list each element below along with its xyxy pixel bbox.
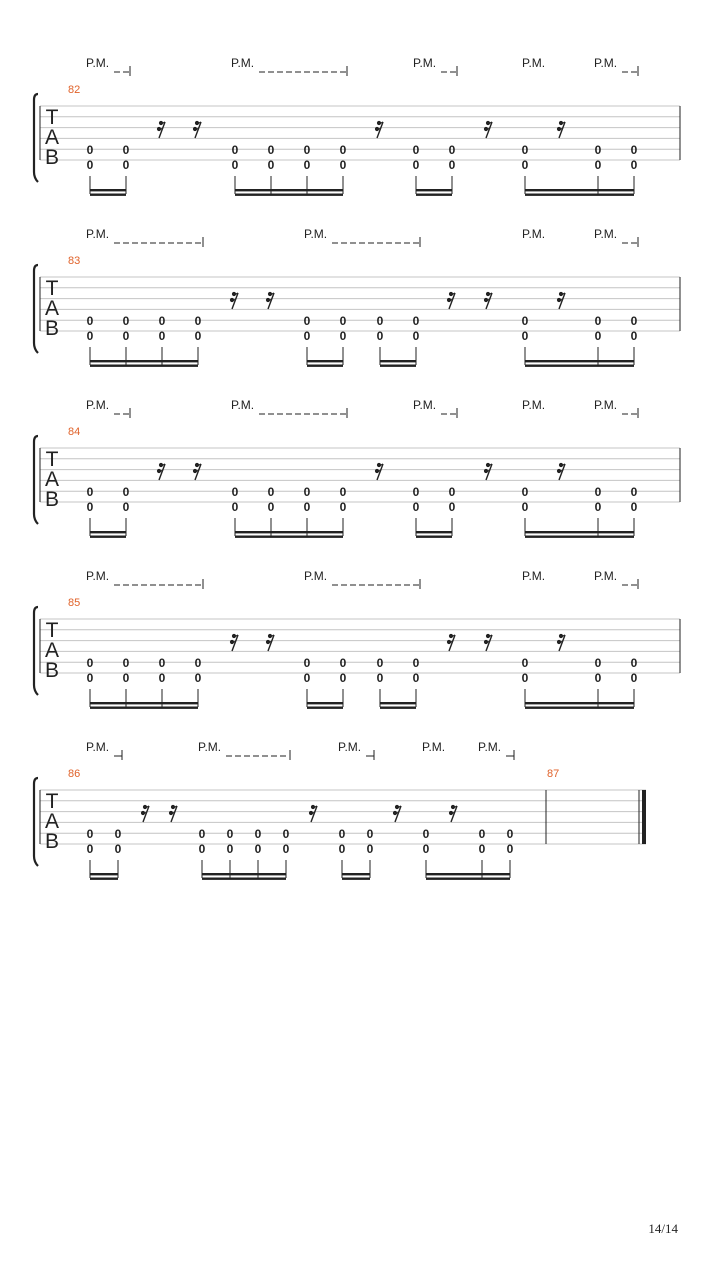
fret-number: 0 [521, 656, 529, 670]
palm-mute-label: P.M. [522, 56, 546, 70]
fret-number: 0 [122, 143, 130, 157]
fret-number: 0 [303, 485, 311, 499]
fret-number: 0 [412, 485, 420, 499]
tab-system-84 [34, 398, 680, 538]
fret-number: 0 [412, 143, 420, 157]
beam [525, 189, 634, 191]
fret-number: 0 [630, 485, 638, 499]
system-bracket [34, 607, 38, 695]
beam [307, 360, 343, 362]
fret-number: 0 [376, 314, 384, 328]
tab-system-82 [34, 56, 680, 196]
fret-number: 0 [448, 158, 456, 172]
fret-number: 0 [338, 842, 346, 856]
tab-system-85 [34, 569, 680, 709]
tab-clef-letter: A [44, 126, 60, 149]
beam [416, 194, 452, 196]
fret-number: 0 [412, 671, 420, 685]
tab-clef-letter: B [44, 830, 60, 853]
sixteenth-rest [375, 463, 383, 480]
measure-number: 83 [68, 255, 81, 267]
tab-clef-letter: A [44, 297, 60, 320]
sixteenth-rest [557, 634, 565, 651]
fret-number: 0 [194, 671, 202, 685]
sixteenth-rest [484, 121, 492, 138]
fret-number: 0 [339, 329, 347, 343]
measure-number: 84 [68, 426, 81, 438]
fret-number: 0 [158, 314, 166, 328]
fret-number: 0 [194, 656, 202, 670]
fret-number: 0 [506, 827, 514, 841]
sixteenth-rest [557, 292, 565, 309]
fret-number: 0 [86, 143, 94, 157]
final-barline-thick [642, 790, 646, 844]
fret-number: 0 [521, 671, 529, 685]
fret-number: 0 [122, 671, 130, 685]
fret-number: 0 [521, 500, 529, 514]
beam [525, 707, 634, 709]
fret-number: 0 [303, 158, 311, 172]
sixteenth-rest [375, 121, 383, 138]
measure-number: 87 [547, 768, 560, 780]
fret-number: 0 [630, 314, 638, 328]
palm-mute-label: P.M. [594, 227, 618, 241]
fret-number: 0 [158, 656, 166, 670]
sixteenth-rest [193, 463, 201, 480]
palm-mute-label: P.M. [422, 740, 446, 754]
fret-number: 0 [122, 485, 130, 499]
sixteenth-rest [141, 805, 149, 822]
fret-number: 0 [339, 656, 347, 670]
beam [380, 365, 416, 367]
fret-number: 0 [114, 842, 122, 856]
fret-number: 0 [412, 656, 420, 670]
fret-number: 0 [86, 158, 94, 172]
beam [525, 536, 634, 538]
tab-clef-letter: T [45, 448, 59, 471]
fret-number: 0 [594, 329, 602, 343]
fret-number: 0 [231, 500, 239, 514]
beam [90, 536, 126, 538]
fret-number: 0 [630, 329, 638, 343]
beam [90, 707, 198, 709]
tab-clef-letter: A [44, 639, 60, 662]
fret-number: 0 [114, 827, 122, 841]
tab-clef-letter: B [44, 317, 60, 340]
fret-number: 0 [122, 158, 130, 172]
fret-number: 0 [194, 314, 202, 328]
fret-number: 0 [339, 158, 347, 172]
tab-clef-letter: T [45, 106, 59, 129]
fret-number: 0 [303, 329, 311, 343]
palm-mute-label: P.M. [304, 569, 328, 583]
fret-number: 0 [254, 842, 262, 856]
fret-number: 0 [122, 500, 130, 514]
fret-number: 0 [366, 842, 374, 856]
fret-number: 0 [226, 842, 234, 856]
fret-number: 0 [339, 485, 347, 499]
palm-mute-label: P.M. [198, 740, 222, 754]
palm-mute-label: P.M. [594, 398, 618, 412]
beam [342, 878, 370, 880]
fret-number: 0 [448, 500, 456, 514]
fret-number: 0 [86, 842, 94, 856]
fret-number: 0 [282, 827, 290, 841]
fret-number: 0 [339, 500, 347, 514]
measure-number: 82 [68, 84, 81, 96]
palm-mute-label: P.M. [594, 569, 618, 583]
fret-number: 0 [630, 143, 638, 157]
tab-clef-letter: B [44, 659, 60, 682]
measure-number: 86 [68, 768, 81, 780]
fret-number: 0 [594, 485, 602, 499]
sixteenth-rest [557, 121, 565, 138]
palm-mute-label: P.M. [86, 740, 110, 754]
sixteenth-rest [266, 292, 274, 309]
fret-number: 0 [198, 842, 206, 856]
fret-number: 0 [412, 500, 420, 514]
fret-number: 0 [376, 671, 384, 685]
sixteenth-rest [309, 805, 317, 822]
sixteenth-rest [484, 292, 492, 309]
measure-number: 85 [68, 597, 81, 609]
beam [235, 536, 343, 538]
palm-mute-label: P.M. [522, 569, 546, 583]
beam [90, 360, 198, 362]
beam [426, 873, 510, 875]
sixteenth-rest [193, 121, 201, 138]
fret-number: 0 [86, 656, 94, 670]
fret-number: 0 [339, 671, 347, 685]
fret-number: 0 [194, 329, 202, 343]
beam [307, 365, 343, 367]
beam [380, 360, 416, 362]
palm-mute-label: P.M. [413, 398, 437, 412]
tab-system-86 [34, 740, 646, 880]
page-number: 14/14 [648, 1221, 678, 1236]
sixteenth-rest [447, 292, 455, 309]
beam [525, 531, 634, 533]
beam [235, 194, 343, 196]
fret-number: 0 [282, 842, 290, 856]
tab-clef-letter: T [45, 619, 59, 642]
fret-number: 0 [422, 827, 430, 841]
beam [90, 189, 126, 191]
beam [307, 707, 343, 709]
fret-number: 0 [366, 827, 374, 841]
sixteenth-rest [393, 805, 401, 822]
beam [202, 878, 286, 880]
sixteenth-rest [266, 634, 274, 651]
fret-number: 0 [630, 671, 638, 685]
beam [90, 531, 126, 533]
fret-number: 0 [86, 485, 94, 499]
fret-number: 0 [86, 314, 94, 328]
beam [525, 194, 634, 196]
sixteenth-rest [157, 121, 165, 138]
fret-number: 0 [267, 143, 275, 157]
fret-number: 0 [521, 485, 529, 499]
system-bracket [34, 778, 38, 866]
fret-number: 0 [448, 485, 456, 499]
fret-number: 0 [122, 656, 130, 670]
beam [235, 189, 343, 191]
fret-number: 0 [267, 500, 275, 514]
palm-mute-label: P.M. [594, 56, 618, 70]
fret-number: 0 [630, 500, 638, 514]
fret-number: 0 [594, 656, 602, 670]
fret-number: 0 [521, 143, 529, 157]
fret-number: 0 [254, 827, 262, 841]
fret-number: 0 [521, 329, 529, 343]
beam [90, 878, 118, 880]
fret-number: 0 [594, 143, 602, 157]
palm-mute-label: P.M. [304, 227, 328, 241]
system-bracket [34, 265, 38, 353]
sixteenth-rest [230, 292, 238, 309]
beam [380, 702, 416, 704]
fret-number: 0 [122, 329, 130, 343]
fret-number: 0 [448, 143, 456, 157]
tab-system-83 [34, 227, 680, 367]
fret-number: 0 [338, 827, 346, 841]
palm-mute-label: P.M. [413, 56, 437, 70]
tab-clef-letter: A [44, 810, 60, 833]
fret-number: 0 [226, 827, 234, 841]
palm-mute-label: P.M. [478, 740, 502, 754]
fret-number: 0 [339, 143, 347, 157]
fret-number: 0 [422, 842, 430, 856]
system-bracket [34, 94, 38, 182]
fret-number: 0 [86, 500, 94, 514]
fret-number: 0 [86, 827, 94, 841]
fret-number: 0 [231, 158, 239, 172]
beam [525, 365, 634, 367]
palm-mute-label: P.M. [86, 227, 110, 241]
sixteenth-rest [157, 463, 165, 480]
beam [380, 707, 416, 709]
sixteenth-rest [449, 805, 457, 822]
tab-clef-letter: T [45, 277, 59, 300]
tab-clef-letter: T [45, 790, 59, 813]
fret-number: 0 [158, 671, 166, 685]
fret-number: 0 [630, 158, 638, 172]
beam [90, 702, 198, 704]
fret-number: 0 [231, 143, 239, 157]
beam [90, 194, 126, 196]
fret-number: 0 [521, 158, 529, 172]
fret-number: 0 [303, 671, 311, 685]
fret-number: 0 [303, 143, 311, 157]
fret-number: 0 [231, 485, 239, 499]
fret-number: 0 [267, 158, 275, 172]
fret-number: 0 [630, 656, 638, 670]
tab-clef-letter: A [44, 468, 60, 491]
fret-number: 0 [594, 500, 602, 514]
fret-number: 0 [158, 329, 166, 343]
beam [525, 360, 634, 362]
fret-number: 0 [521, 314, 529, 328]
fret-number: 0 [198, 827, 206, 841]
fret-number: 0 [412, 314, 420, 328]
system-bracket [34, 436, 38, 524]
sixteenth-rest [447, 634, 455, 651]
palm-mute-label: P.M. [522, 227, 546, 241]
beam [416, 531, 452, 533]
fret-number: 0 [376, 656, 384, 670]
beam [235, 531, 343, 533]
sixteenth-rest [557, 463, 565, 480]
fret-number: 0 [86, 329, 94, 343]
tab-clef-letter: B [44, 488, 60, 511]
fret-number: 0 [594, 314, 602, 328]
palm-mute-label: P.M. [231, 56, 255, 70]
palm-mute-label: P.M. [86, 569, 110, 583]
fret-number: 0 [303, 314, 311, 328]
fret-number: 0 [594, 671, 602, 685]
fret-number: 0 [303, 656, 311, 670]
fret-number: 0 [86, 671, 94, 685]
beam [416, 536, 452, 538]
beam [416, 189, 452, 191]
fret-number: 0 [267, 485, 275, 499]
fret-number: 0 [412, 158, 420, 172]
palm-mute-label: P.M. [522, 398, 546, 412]
fret-number: 0 [376, 329, 384, 343]
beam [90, 365, 198, 367]
beam [426, 878, 510, 880]
beam [90, 873, 118, 875]
fret-number: 0 [594, 158, 602, 172]
sixteenth-rest [169, 805, 177, 822]
beam [202, 873, 286, 875]
fret-number: 0 [506, 842, 514, 856]
palm-mute-label: P.M. [338, 740, 362, 754]
fret-number: 0 [412, 329, 420, 343]
tab-clef-letter: B [44, 146, 60, 169]
beam [342, 873, 370, 875]
sixteenth-rest [484, 634, 492, 651]
sixteenth-rest [230, 634, 238, 651]
fret-number: 0 [339, 314, 347, 328]
beam [307, 702, 343, 704]
palm-mute-label: P.M. [86, 56, 110, 70]
fret-number: 0 [303, 500, 311, 514]
fret-number: 0 [122, 314, 130, 328]
palm-mute-label: P.M. [231, 398, 255, 412]
fret-number: 0 [478, 827, 486, 841]
beam [525, 702, 634, 704]
fret-number: 0 [478, 842, 486, 856]
palm-mute-label: P.M. [86, 398, 110, 412]
sixteenth-rest [484, 463, 492, 480]
